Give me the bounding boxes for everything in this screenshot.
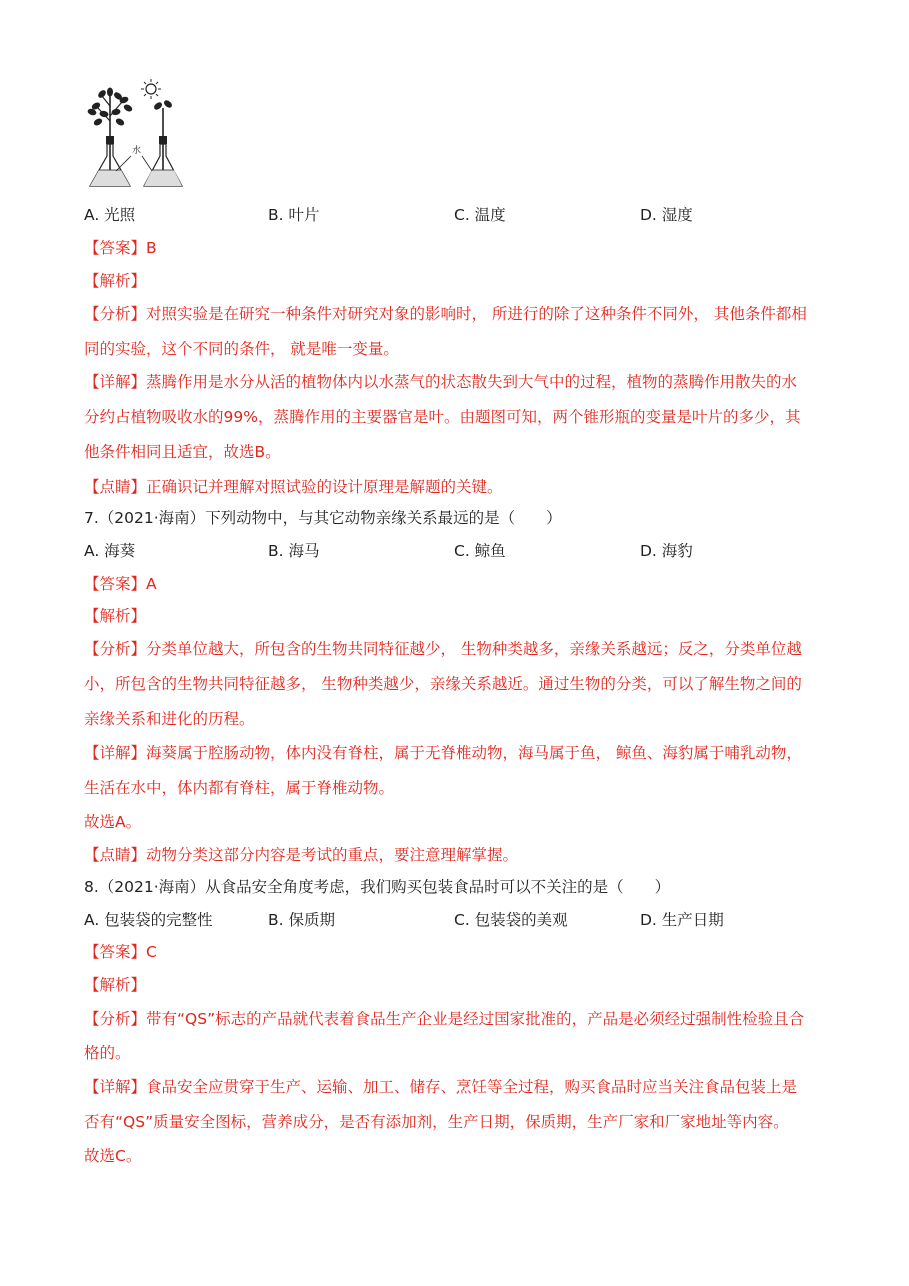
q8-fenxi-line-1: 【分析】带有“QS”标志的产品就代表着食品生产企业是经过国家批准的，产品是必须经过强制性检验且合 [84,1010,805,1028]
q8-analysis-label: 【解析】 [84,976,147,994]
q7-choice: 故选A。 [84,813,142,831]
q8-option-a: A. 包装袋的完整性 [84,911,213,929]
q6-analysis-label: 【解析】 [84,272,147,290]
q7-option-a: A. 海葵 [84,542,136,560]
q6-xiangjie-line-1: 【详解】蒸腾作用是水分从活的植物体内以水蒸气的状态散失到大气中的过程，植物的蒸腾作用散失的水 [84,373,798,391]
q8-option-b: B. 保质期 [268,911,335,929]
q6-option-c: C. 温度 [454,206,506,224]
q6-dianjing: 【点睛】正确识记并理解对照试验的设计原理是解题的关键。 [84,478,503,496]
water-label: 水 [132,146,142,156]
q7-option-b: B. 海马 [268,542,320,560]
q6-option-a: A. 光照 [84,206,136,224]
q7-fenxi-line-1: 【分析】分类单位越大，所包含的生物共同特征越少， 生物种类越多，亲缘关系越远；反之，分类单位越 [84,640,802,658]
q6-fenxi-line-1: 【分析】对照实验是在研究一种条件对研究对象的影响时， 所进行的除了这种条件不同外， 其他条件都相 [84,305,807,323]
q7-option-d: D. 海豹 [640,542,693,560]
q6-option-b: B. 叶片 [268,206,320,224]
sun-icon [141,79,161,99]
q7-dianjing: 【点睛】动物分类这部分内容是考试的重点，要注意理解掌握。 [84,846,519,864]
q8-answer: 【答案】C [84,943,157,961]
q8-options [84,909,832,931]
q8-choice: 故选C。 [84,1147,142,1165]
q8-fenxi-line-2: 格的。 [84,1044,131,1062]
q6-answer: 【答案】B [84,239,157,257]
q7-analysis-label: 【解析】 [84,607,147,625]
q6-fenxi-line-2: 同的实验，这个不同的条件， 就是唯一变量。 [84,340,399,358]
q8-xiangjie-line-2: 否有“QS”质量安全图标，营养成分，是否有添加剂，生产日期，保质期，生产厂家和厂家地址等内容。 [84,1113,789,1131]
q7-fenxi-line-2: 小，所包含的生物共同特征越多， 生物种类越少，亲缘关系越近。通过生物的分类，可以了解生物之间的 [84,675,802,693]
q6-option-d: D. 湿度 [640,206,693,224]
q7-xiangjie-line-2: 生活在水中，体内都有脊柱，属于脊椎动物。 [84,779,395,797]
q7-option-c: C. 鲸鱼 [454,542,506,560]
q6-xiangjie-line-3: 他条件相同且适宜，故选B。 [84,443,281,461]
q8-option-d: D. 生产日期 [640,911,724,929]
q8-option-c: C. 包装袋的美观 [454,911,568,929]
q8-stem: 8.（2021·海南）从食品安全角度考虑，我们购买包装食品时可以不关注的是（ ） [84,878,671,896]
q7-options [84,540,832,562]
q7-xiangjie-line-1: 【详解】海葵属于腔肠动物，体内没有脊柱，属于无脊椎动物，海马属于鱼， 鲸鱼、海豹属于哺乳动物， [84,744,802,762]
q6-xiangjie-line-2: 分约占植物吸收水的99%，蒸腾作用的主要器官是叶。由题图可知，两个锥形瓶的变量是叶片的多少，其 [84,408,801,426]
q7-fenxi-line-3: 亲缘关系和进化的历程。 [84,710,255,728]
q7-stem: 7.（2021·海南）下列动物中，与其它动物亲缘关系最远的是（ ） [84,509,562,527]
plant-with-leaves [87,88,132,178]
experiment-figure [84,76,184,192]
q7-answer: 【答案】A [84,575,157,593]
q6-options [84,204,832,226]
q8-xiangjie-line-1: 【详解】食品安全应贯穿于生产、运输、加工、储存、烹饪等全过程，购买食品时应当关注食品包装上是 [84,1078,798,1096]
